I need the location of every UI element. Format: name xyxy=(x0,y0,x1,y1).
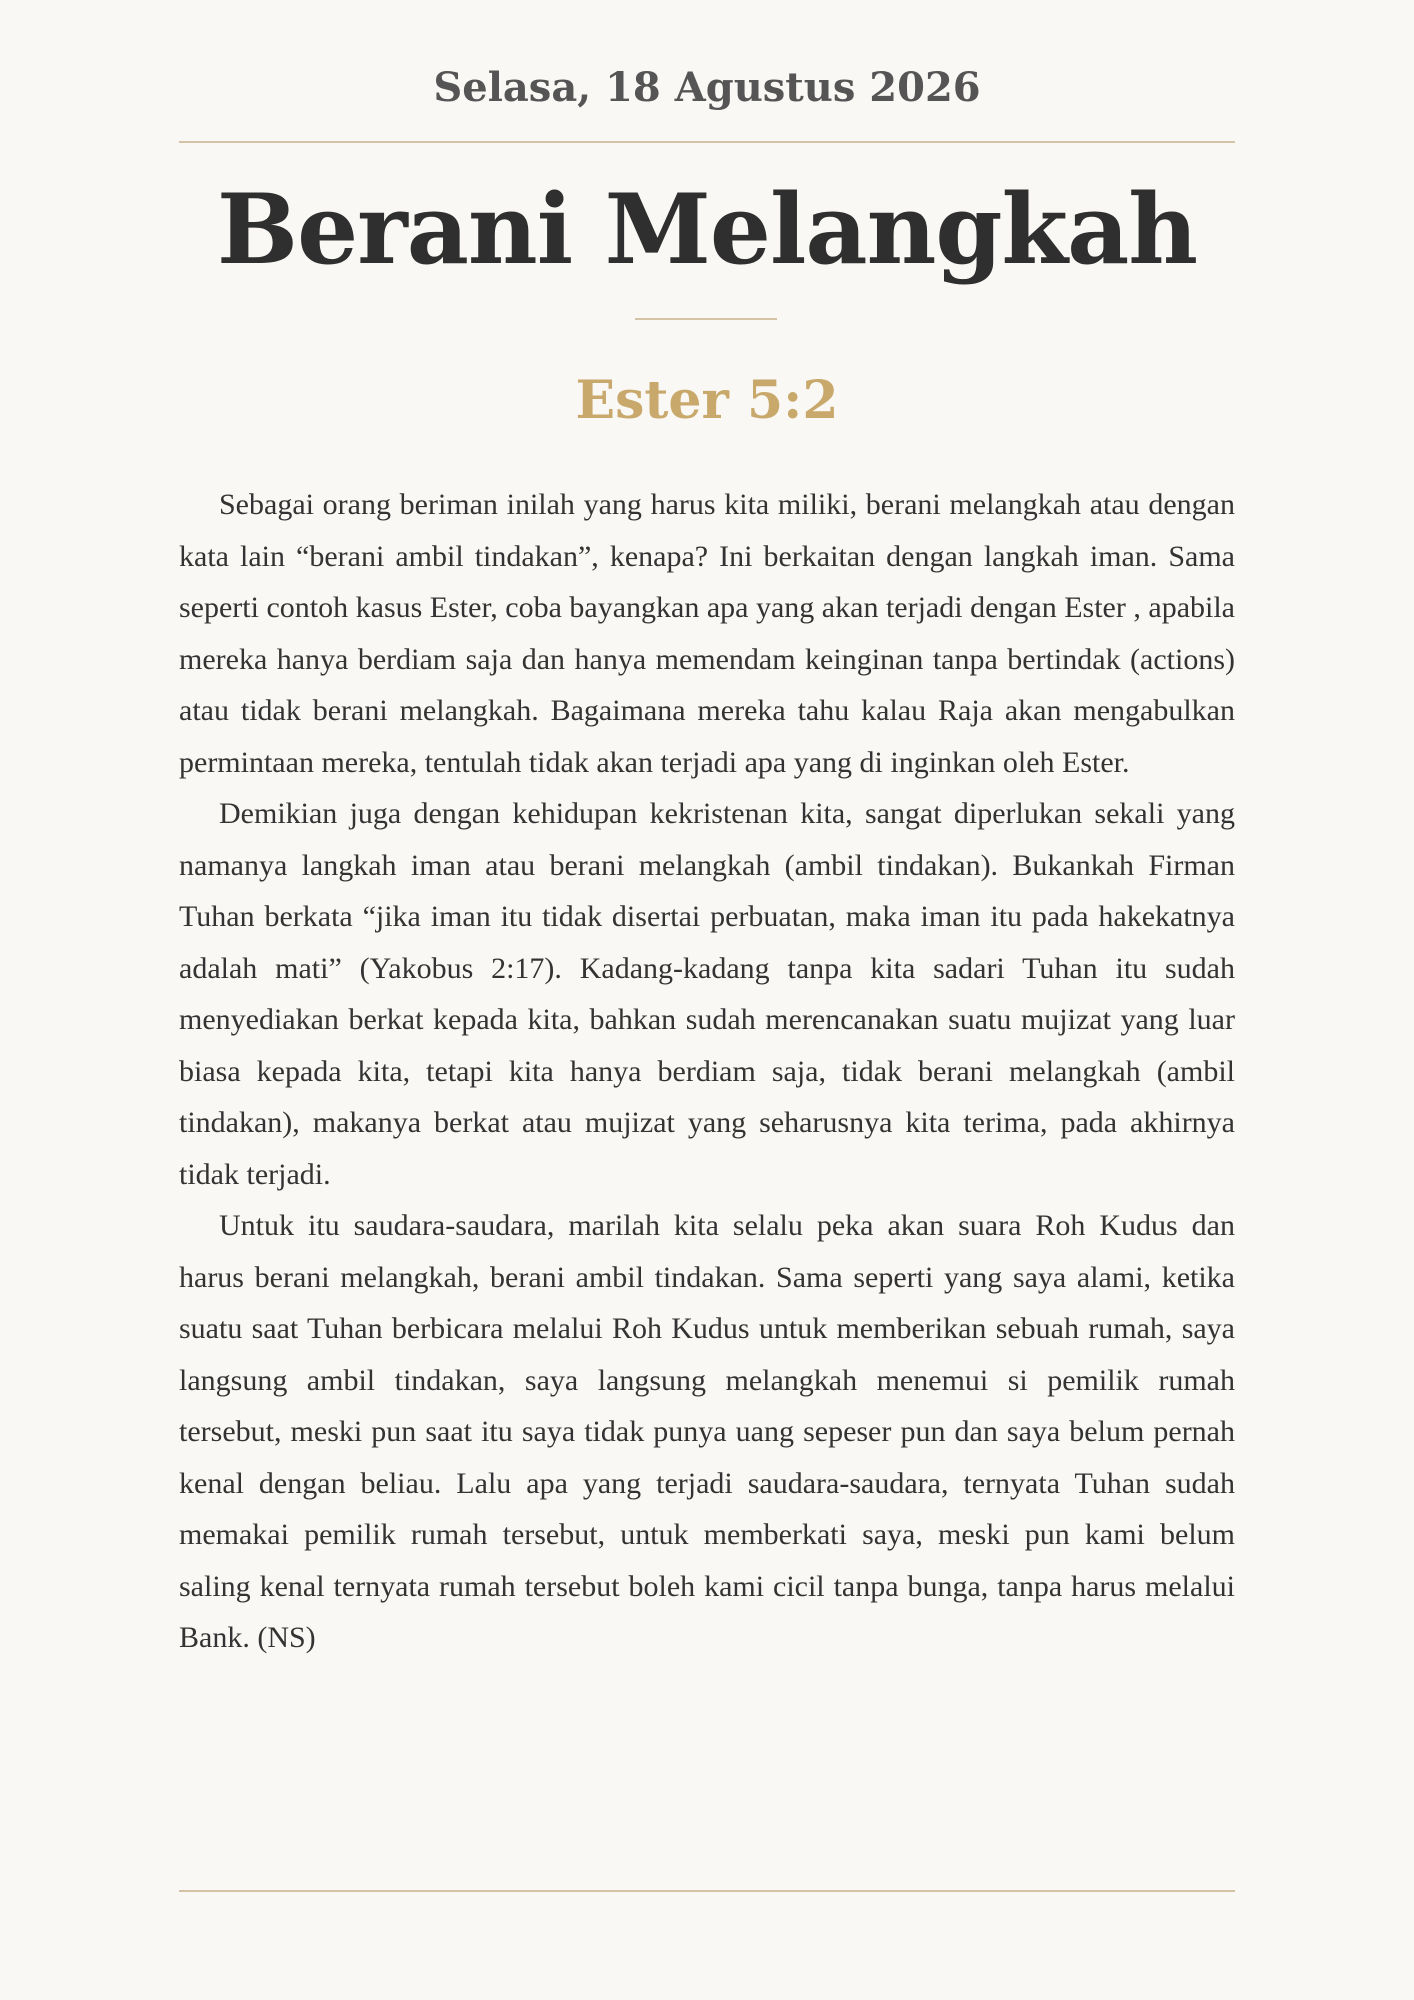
date-heading: Selasa, 18 Agustus 2026 xyxy=(433,64,981,111)
bottom-divider xyxy=(179,1890,1235,1892)
scripture-reference: Ester 5:2 xyxy=(575,370,839,431)
devotional-body xyxy=(179,479,1235,1664)
top-divider xyxy=(179,141,1235,143)
devotional-page xyxy=(179,0,1235,2000)
page-title: Berani Melangkah xyxy=(216,173,1198,286)
paragraph-1: Sebagai orang beriman inilah yang harus kita miliki, berani melangkah atau dengan kata lain “berani ambil tindakan”, kenapa? Ini berkaitan dengan langkah iman. Sama seperti contoh kasus Ester, coba bayangkan apa yang akan terjadi dengan Ester , apabila mereka hanya berdiam saja dan hanya memendam keinginan tanpa bertindak (actions) atau tidak berani melangkah. Bagaimana mereka tahu kalau Raja akan mengabulkan permintaan mereka, tentulah tidak akan terjadi apa yang di inginkan oleh Ester. xyxy=(179,488,1235,779)
paragraph-3: Untuk itu saudara-saudara, marilah kita selalu peka akan suara Roh Kudus dan harus berani melangkah, berani ambil tindakan. Sama seperti yang saya alami, ketika suatu saat Tuhan berbicara melalui Roh Kudus untuk memberikan sebuah rumah, saya langsung ambil tindakan, saya langsung melangkah menemui si pemilik rumah tersebut, meski pun saat itu saya tidak punya uang sepeser pun dan saya belum pernah kenal dengan beliau. Lalu apa yang terjadi saudara-saudara, ternyata Tuhan sudah memakai pemilik rumah tersebut, untuk memberkati saya, meski pun kami belum saling kenal ternyata rumah tersebut boleh kami cicil tanpa bunga, tanpa harus melalui Bank. (NS) xyxy=(179,1209,1235,1654)
paragraph-2: Demikian juga dengan kehidupan kekristenan kita, sangat diperlukan sekali yang namanya langkah iman atau berani melangkah (ambil tindakan). Bukankah Firman Tuhan berkata “jika iman itu tidak disertai perbuatan, maka iman itu pada hakekatnya adalah mati” (Yakobus 2:17). Kadang-kadang tanpa kita sadari Tuhan itu sudah menyediakan berkat kepada kita, bahkan sudah merencanakan suatu mujizat yang luar biasa kepada kita, tetapi kita hanya berdiam saja, tidak berani melangkah (ambil tindakan), makanya berkat atau mujizat yang seharusnya kita terima, pada akhirnya tidak terjadi. xyxy=(179,797,1235,1191)
title-divider xyxy=(635,318,777,320)
